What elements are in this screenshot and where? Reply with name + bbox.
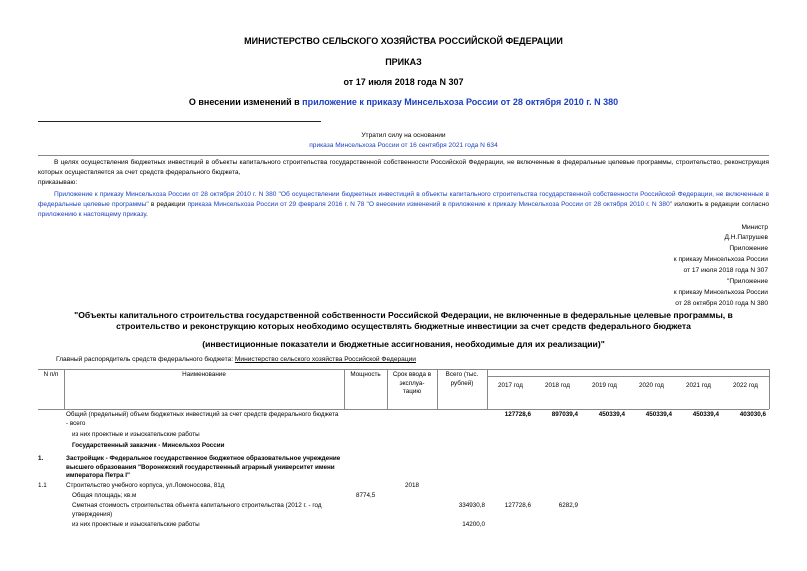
total-row-label: Общий (предельный) объем бюджетных инвестиций за счет средств федерального бюджета - всего xyxy=(66,411,339,427)
appendix-line-5: к приказу Минсельхоза России xyxy=(673,289,768,296)
col-header-name: Наименование xyxy=(182,371,226,378)
appendix-line-4: "Приложение xyxy=(726,278,768,285)
total-value: 127728,6 xyxy=(504,411,531,418)
col-header-n: N п/п xyxy=(43,371,59,378)
col-header-year: 2021 год xyxy=(686,382,711,389)
col-divider xyxy=(387,369,388,409)
repeal-order-link[interactable]: приказа Минсельхоза России от 16 сентября 2021 года N 634 xyxy=(309,142,498,149)
doc-date-number: от 17 июля 2018 года N 307 xyxy=(343,77,464,87)
design-works-label-2: из них проектные и изыскательские работы xyxy=(72,521,200,528)
row-number: 1.1 xyxy=(38,482,47,489)
table-top-border xyxy=(38,369,769,370)
col-divider xyxy=(437,369,438,409)
annex-title-line-2: строительство и реконструкцию которых необходимо осуществлять бюджетные инвестиции за счет средств федерального бюджета xyxy=(116,321,691,331)
appendix-line-6: от 28 октября 2010 года N 380 xyxy=(675,300,768,307)
operative-text-2: изложить в редакции согласно xyxy=(672,201,770,208)
operative-paragraph xyxy=(38,190,769,220)
ministry-title: МИНИСТЕРСТВО СЕЛЬСКОГО ХОЗЯЙСТВА РОССИЙСКОЙ ФЕДЕРАЦИИ xyxy=(244,36,563,46)
budget-manager xyxy=(56,355,416,365)
order-380-link[interactable]: Приложение к приказу Минсельхоза России от 28 октября 2010 г. N 380 "Об осуществлении бюджетных инвестиций в объекты капитального строительства государственной собственности Российской Федерации, не включенные в федеральные целевые программы" xyxy=(38,191,769,208)
object-term: 2018 xyxy=(404,482,419,489)
estimated-cost-total: 334930,8 xyxy=(458,502,485,509)
status-note: Утратил силу на основании xyxy=(361,132,446,139)
col-divider xyxy=(769,369,770,409)
budget-manager-value: Министерство сельского хозяйства Российской Федерации xyxy=(234,356,416,363)
appendix-line-2: к приказу Минсельхоза России xyxy=(673,256,768,263)
row-number: 1. xyxy=(38,455,44,462)
col-header-total: Всего (тыс. рублей) xyxy=(445,371,479,387)
estimated-cost-2018: 6282,9 xyxy=(558,502,578,509)
status-divider xyxy=(38,155,769,156)
area-value: 8774,5 xyxy=(356,492,376,499)
annex-title-line-3: (инвестиционные показатели и бюджетные ассигнования, необходимые для их реализации)" xyxy=(202,339,605,349)
total-value: 450339,4 xyxy=(692,411,719,418)
estimated-cost-label: Сметная стоимость строительства объекта капитального строительства (2012 г. - год утверждения) xyxy=(72,502,322,518)
total-value: 450339,4 xyxy=(598,411,625,418)
object-label: Строительство учебного корпуса, ул.Ломоносова, 81д xyxy=(66,482,225,489)
operative-text-1: в редакции xyxy=(148,201,188,208)
preamble-paragraph: В целях осуществления бюджетных инвестиций в объекты капитального строительства государственной собственности Российской Федерации, не включенные в федеральные целевые программы, строительство, реконструкция которых осуществляется за счет средств федерального бюджета, xyxy=(38,159,769,176)
doc-title xyxy=(0,97,807,108)
design-works-label: из них проектные и изыскательские работы xyxy=(72,431,200,438)
operative-text-end: . xyxy=(146,211,148,218)
col-header-year: 2017 год xyxy=(498,382,523,389)
order-verb: приказываю: xyxy=(38,179,78,186)
col-header-year: 2022 год xyxy=(733,382,758,389)
header-divider xyxy=(38,121,321,122)
doc-type: ПРИКАЗ xyxy=(385,57,422,67)
col-header-term: Срок ввода в эксплуа- тацию xyxy=(392,371,432,395)
col-header-year: 2020 год xyxy=(639,382,664,389)
total-value: 897039,4 xyxy=(551,411,578,418)
annex-title-line-1: "Объекты капитального строительства государственной собственности Российской Федерации, не включенные в федеральные целевые программы, в xyxy=(74,310,733,320)
appendix-line-3: от 17 июля 2018 года N 307 xyxy=(683,267,768,274)
estimated-cost-2017: 127728,6 xyxy=(504,502,531,509)
developer-label: Застройщик - Федеральное государственное бюджетное образовательное учреждение высшего образования "Воронежский государственный аграрный университет имени императора Петра I" xyxy=(66,455,341,479)
annex-link[interactable]: приложению к настоящему приказу xyxy=(38,211,147,218)
order-78-link[interactable]: приказа Минсельхоза России от 29 февраля 2016 г. N 78 "О внесении изменений в приложение к приказу Минсельхоза России от 28 октября 2010 г. N 380" xyxy=(187,201,673,208)
total-value: 403030,6 xyxy=(739,411,766,418)
amended-order-link[interactable]: приложение к приказу Минсельхоза России от 28 октября 2010 г. N 380 xyxy=(302,97,619,107)
signature-role: Министр xyxy=(741,224,768,231)
col-header-year: 2019 год xyxy=(592,382,617,389)
area-label: Общая площадь; кв.м xyxy=(72,492,137,499)
col-header-year: 2018 год xyxy=(545,382,570,389)
design-works-total: 14200,0 xyxy=(462,521,485,528)
col-header-capacity: Мощность xyxy=(350,371,381,378)
total-value: 450339,4 xyxy=(645,411,672,418)
table-header-border xyxy=(38,409,769,410)
years-subheader-border xyxy=(487,376,769,377)
doc-title-prefix: О внесении изменений в xyxy=(188,97,303,107)
budget-manager-label: Главный распорядитель средств федерального бюджета: xyxy=(56,356,235,363)
appendix-line-1: Приложение xyxy=(729,245,768,252)
customer-label: Государственный заказчик - Минсельхоз России xyxy=(72,442,225,449)
signature-name: Д.Н.Патрушев xyxy=(724,234,768,241)
